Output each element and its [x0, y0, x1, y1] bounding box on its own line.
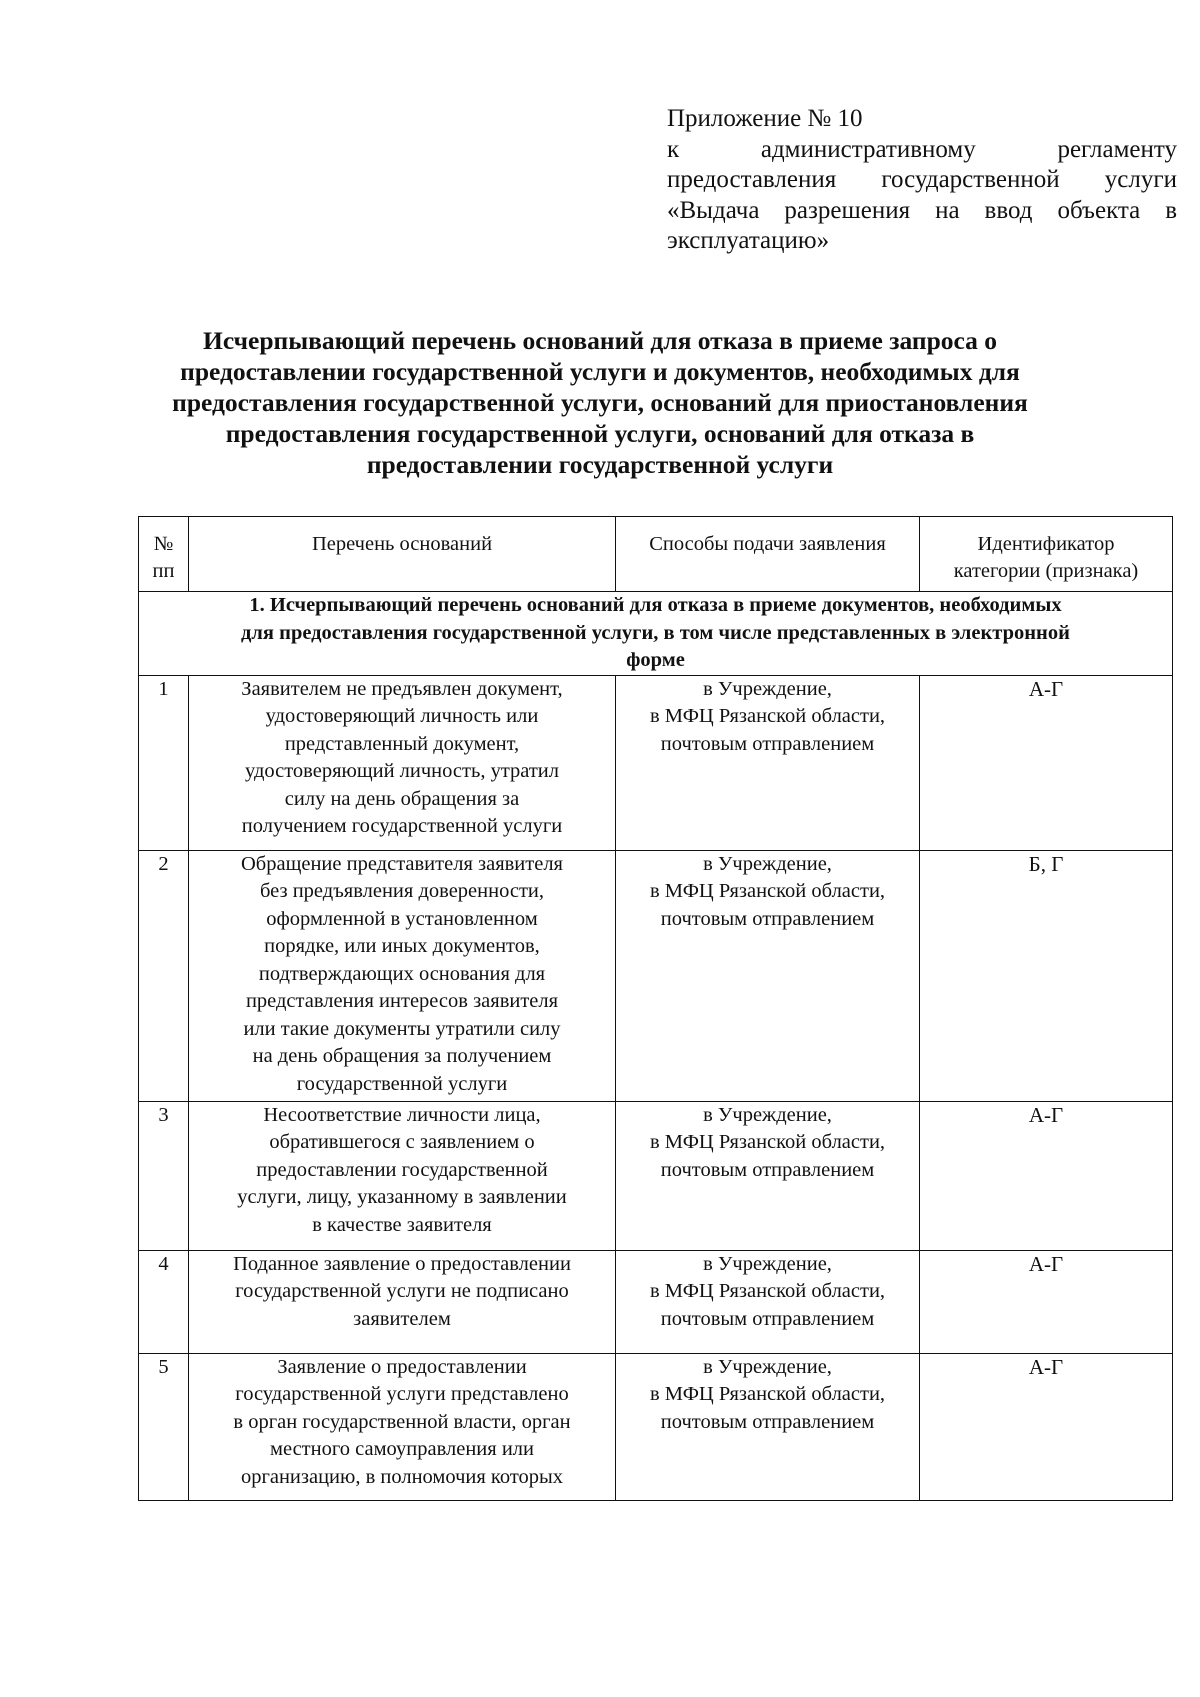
table-row [139, 1101, 1173, 1250]
row-number: 1 [139, 675, 189, 850]
appendix-line-5: эксплуатацию» [667, 227, 830, 254]
row-reason [189, 1250, 616, 1353]
method-line: в Учреждение, [703, 677, 832, 700]
reason-line: обратившегося с заявлением о [269, 1131, 535, 1153]
reason-line: без предъявления доверенности, [259, 880, 545, 902]
appendix-line-3: предоставления государственной услуги [667, 166, 1177, 193]
table-row [139, 1250, 1173, 1353]
appendix-number: Приложение № 10 [667, 105, 863, 132]
row-category: А-Г [920, 1353, 1173, 1500]
reason-line: в качестве заявителя [312, 1213, 492, 1236]
header-methods: Способы подачи заявления [616, 517, 920, 592]
header-reasons: Перечень оснований [189, 517, 616, 592]
row-number: 2 [139, 850, 189, 1101]
header-number-pp: пп [152, 560, 175, 582]
method-line: в Учреждение, [703, 1355, 832, 1378]
table-row [139, 1353, 1173, 1500]
appendix-header [667, 104, 1177, 257]
header-number [139, 517, 189, 592]
reason-line: или такие документы утратили силу [243, 1017, 561, 1040]
section-line: для предоставления государственной услуги, в том числе представленных в электронной [241, 621, 1070, 644]
method-line: в Учреждение, [703, 852, 832, 875]
section-line: форме [626, 649, 685, 671]
reason-line: в орган государственной власти, орган [233, 1410, 571, 1433]
method-line: в МФЦ Рязанской области, [649, 705, 886, 727]
row-number: 4 [139, 1250, 189, 1353]
row-category: А-Г [920, 1101, 1173, 1250]
reason-line: удостоверяющий личность, утратил [244, 760, 560, 782]
section-row [139, 592, 1173, 676]
method-line: в МФЦ Рязанской области, [649, 1131, 886, 1153]
row-category: А-Г [920, 675, 1173, 850]
row-category: Б, Г [920, 850, 1173, 1101]
row-reason [189, 850, 616, 1101]
reason-line: организацию, в полномочия которых [240, 1465, 564, 1488]
row-category: А-Г [920, 1250, 1173, 1353]
title-line: предоставлении государственной услуги [366, 450, 834, 479]
reason-line: государственной услуги [296, 1072, 508, 1095]
table-row [139, 850, 1173, 1101]
title-line: Исчерпывающий перечень оснований для отказа в приеме запроса о [202, 326, 998, 355]
reason-line: Обращение представителя заявителя [240, 852, 563, 875]
reason-line: Несоответствие личности лица, [263, 1103, 541, 1126]
section-line: 1. Исчерпывающий перечень оснований для отказа в приеме документов, необходимых [249, 594, 1062, 616]
method-line: почтовым отправлением [660, 732, 875, 755]
document-title [145, 325, 1055, 480]
reason-line: предоставлении государственной [256, 1158, 548, 1181]
reason-line: подтверждающих основания для [258, 962, 546, 985]
reason-line: государственной услуги представлено [235, 1383, 569, 1405]
title-line: предоставления государственной услуги, оснований для приостановления [172, 388, 1028, 417]
reason-line: Заявителем не предъявлен документ, [241, 677, 563, 700]
reason-line: оформленной в установленном [266, 907, 538, 930]
title-line: предоставлении государственной услуги и документов, необходимых для [180, 357, 1020, 386]
reason-line: услуги, лицу, указанному в заявлении [237, 1186, 567, 1208]
reason-line: Поданное заявление о предоставлении [233, 1252, 571, 1275]
reason-line: государственной услуги не подписано [235, 1280, 569, 1302]
method-line: почтовым отправлением [660, 1307, 875, 1330]
reason-line: Заявление о предоставлении [277, 1355, 527, 1378]
method-line: в Учреждение, [703, 1252, 832, 1275]
reason-line: представления интересов заявителя [245, 990, 559, 1012]
table-header-row [139, 517, 1173, 592]
title-line: предоставления государственной услуги, оснований для отказа в [225, 419, 975, 448]
reason-line: удостоверяющий личность или [265, 705, 539, 727]
row-methods [616, 850, 920, 1101]
reason-line: получением государственной услуги [241, 815, 563, 837]
reason-line: на день обращения за получением [252, 1045, 552, 1067]
method-line: в МФЦ Рязанской области, [649, 1383, 886, 1405]
row-methods [616, 675, 920, 850]
row-reason [189, 1353, 616, 1500]
reason-line: представленный документ, [284, 732, 520, 755]
row-methods [616, 1353, 920, 1500]
row-reason [189, 675, 616, 850]
header-category-id [920, 517, 1173, 592]
method-line: почтовым отправлением [660, 907, 875, 930]
method-line: в МФЦ Рязанской области, [649, 1280, 886, 1302]
appendix-line-2: к административному регламенту [667, 135, 1177, 163]
reason-line: заявителем [353, 1307, 451, 1330]
header-number-sign: № [153, 533, 174, 555]
section-heading [139, 592, 1173, 676]
method-line: в МФЦ Рязанской области, [649, 880, 886, 902]
reason-line: местного самоуправления или [270, 1438, 534, 1460]
header-id-line: Идентификатор [977, 533, 1115, 555]
reason-line: силу на день обращения за [284, 787, 520, 810]
appendix-line-4: «Выдача разрешения на ввод объекта в [667, 196, 1177, 224]
table-row [139, 675, 1173, 850]
row-number: 3 [139, 1101, 189, 1250]
grounds-table [138, 516, 1173, 1501]
row-methods [616, 1101, 920, 1250]
row-number: 5 [139, 1353, 189, 1500]
method-line: в Учреждение, [703, 1103, 832, 1126]
row-reason [189, 1101, 616, 1250]
method-line: почтовым отправлением [660, 1158, 875, 1181]
row-methods [616, 1250, 920, 1353]
reason-line: порядке, или иных документов, [264, 935, 540, 957]
header-id-line: категории (признака) [953, 560, 1139, 582]
method-line: почтовым отправлением [660, 1410, 875, 1433]
